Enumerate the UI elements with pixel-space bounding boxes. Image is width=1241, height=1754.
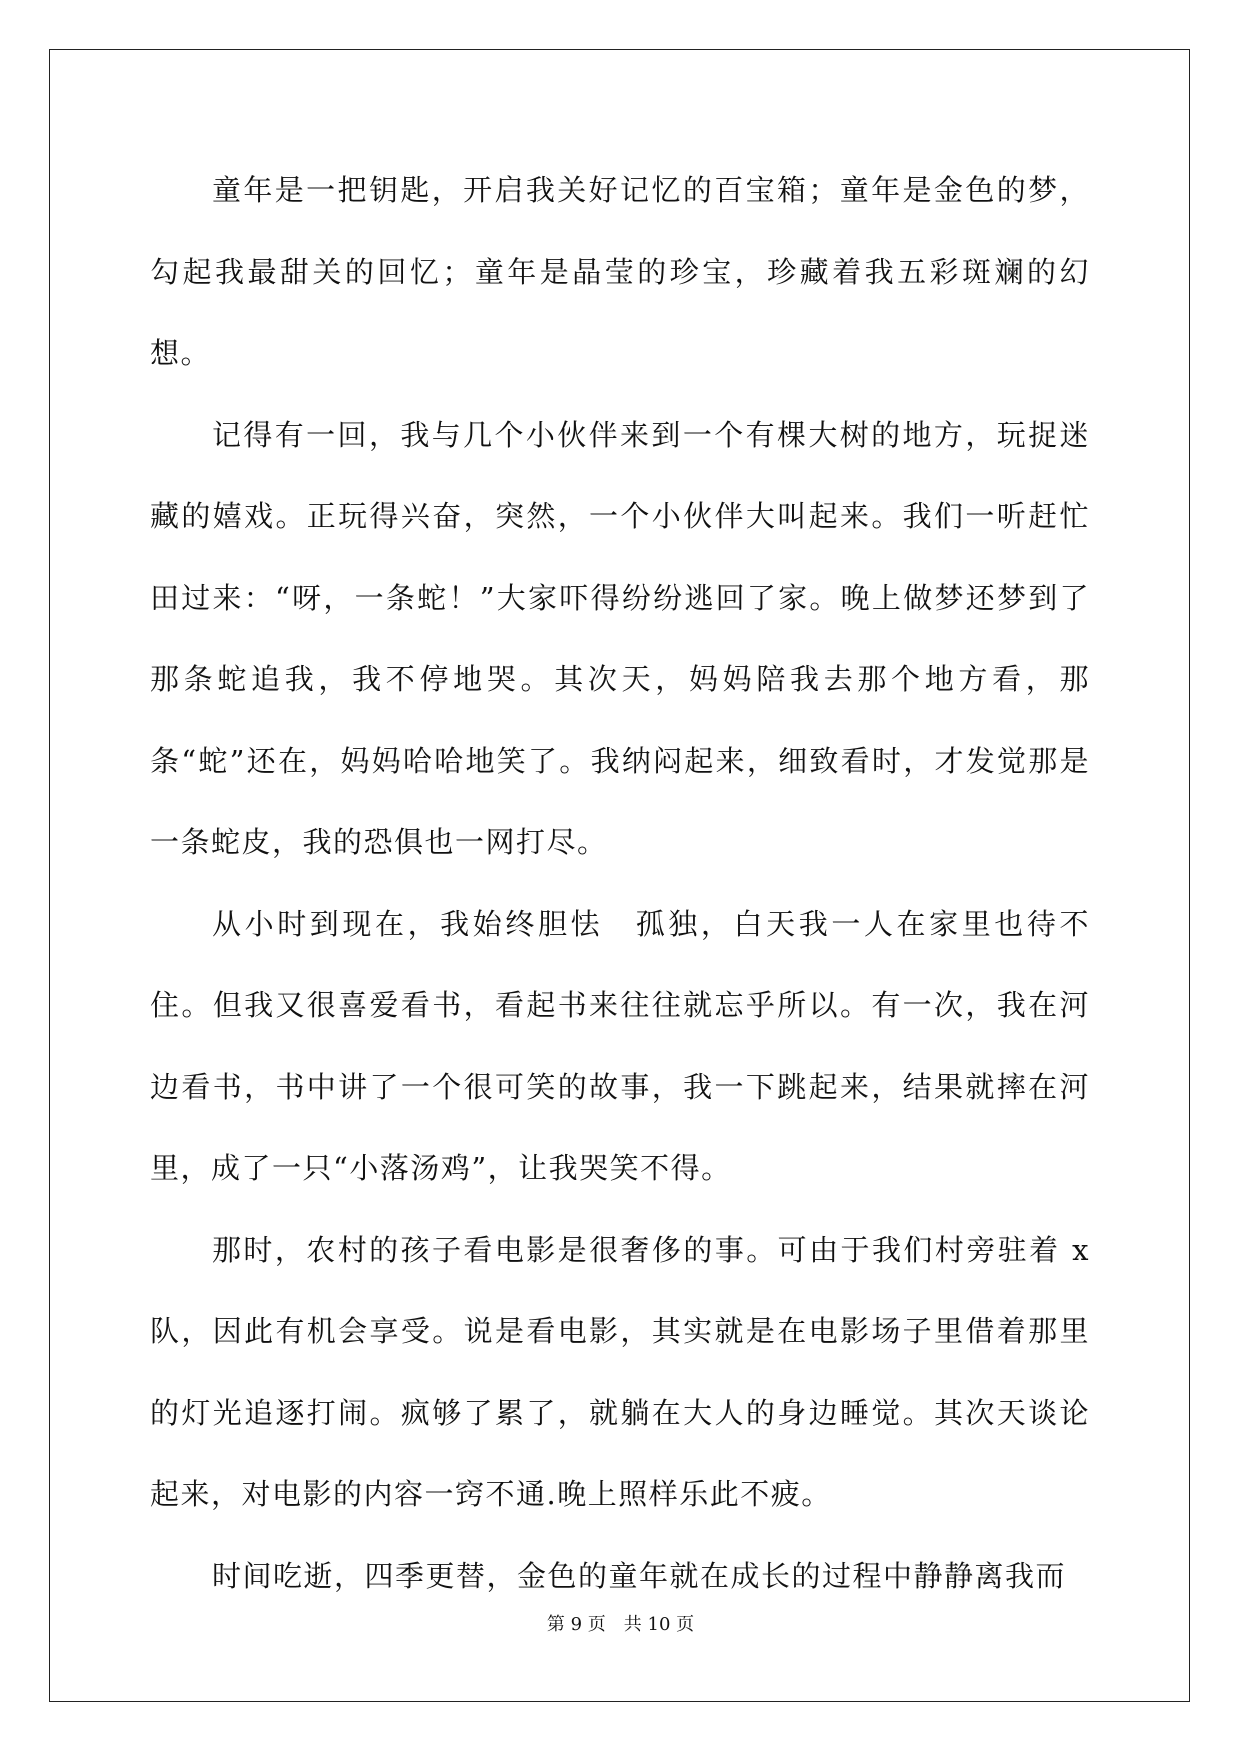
paragraph-5: 时间吃逝，四季更替，金色的童年就在成长的过程中静静离我而	[212, 1558, 1067, 1593]
paragraph-4: 那时，农村的孩子看电影是很奢侈的事。可由于我们村旁驻着 x 队，因此有机会享受。说是看电影，其实就是在电影场子里借着那里的灯光追逐打闹。疯够了累了，就躺在大人的身边睡觉。其次天谈论起来，对电影的内容一窍不通.晚上照样乐此不疲。	[150, 1232, 1090, 1511]
page-number-footer: 第 9 页 共 10 页	[546, 1614, 695, 1635]
paragraph-2: 记得有一回，我与几个小伙伴来到一个有棵大树的地方，玩捉迷藏的嬉戏。正玩得兴奋，突然，一个小伙伴大叫起来。我们一听赶忙田过来：“呀，一条蛇！”大家吓得纷纷逃回了家。晚上做梦还梦到了那条蛇追我，我不停地哭。其次天，妈妈陪我去那个地方看，那条“蛇”还在，妈妈哈哈地笑了。我纳闷起来，细致看时，才发觉那是一条蛇皮，我的恐俱也一网打尽。	[150, 417, 1090, 859]
paragraph-1: 童年是一把钥匙，开启我关好记忆的百宝箱；童年是金色的梦，勾起我最甜关的回忆；童年是晶莹的珍宝，珍藏着我五彩斑斓的幻想。	[150, 173, 1090, 370]
document-body	[150, 150, 1090, 1617]
paragraph-3: 从小时到现在，我始终胆怯 孤独，白天我一人在家里也待不住。但我又很喜爱看书，看起书来往往就忘乎所以。有一次，我在河边看书，书中讲了一个很可笑的故事，我一下跳起来，结果就摔在河里，成了一只“小落汤鸡”，让我哭笑不得。	[150, 906, 1090, 1185]
